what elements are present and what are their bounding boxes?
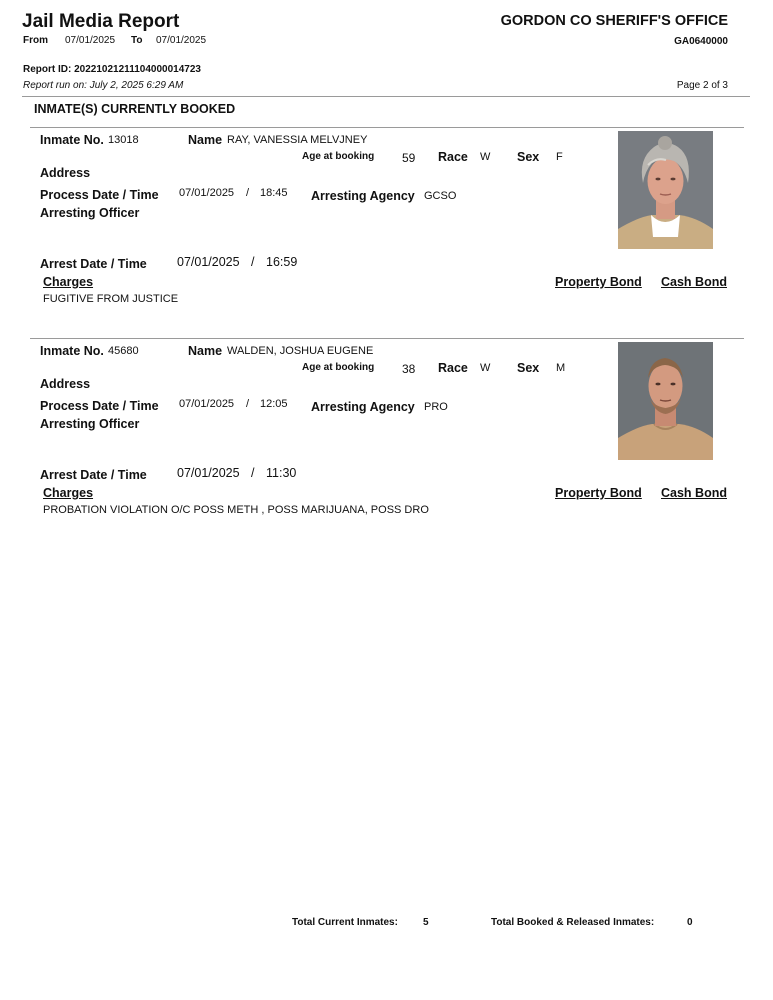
section-title: INMATE(S) CURRENTLY BOOKED [34, 102, 236, 116]
charges-label: Charges [43, 275, 94, 289]
address-label: Address [40, 377, 91, 391]
race-value: W [480, 362, 491, 374]
agency-name: GORDON CO SHERIFF'S OFFICE [500, 13, 728, 29]
address-label: Address [40, 166, 91, 180]
to-date: 07/01/2025 [156, 35, 207, 46]
header-divider [22, 96, 750, 97]
arrest-date-label: Arrest Date / Time [40, 257, 147, 271]
arresting-officer-label: Arresting Officer [40, 417, 140, 431]
report-run-on [23, 80, 183, 91]
name-label: Name [188, 344, 223, 358]
arrest-date-value: 07/01/2025 [177, 255, 240, 269]
cash-bond-label: Cash Bond [661, 486, 727, 500]
inmate-2-divider [30, 338, 744, 339]
inmate-no-label: Inmate No. [40, 133, 104, 147]
process-date-label: Process Date / Time [40, 188, 159, 202]
run-on-value: July 2, 2025 6:29 AM [89, 80, 184, 91]
race-value: W [480, 151, 491, 163]
from-date: 07/01/2025 [65, 35, 116, 46]
age-label: Age at booking [302, 151, 375, 162]
process-time-value: 12:05 [260, 398, 288, 410]
booking-photo [618, 131, 713, 249]
process-date-label: Process Date / Time [40, 399, 159, 413]
booking-photo-image [618, 131, 713, 249]
report-id-label: Report ID: [23, 64, 72, 75]
arresting-agency-label: Arresting Agency [311, 189, 415, 203]
sex-label: Sex [517, 361, 540, 375]
process-slash: / [246, 398, 250, 410]
report-id [23, 64, 201, 75]
arrest-time-value: 16:59 [266, 255, 298, 269]
report-id-value: 20221021211104000014723 [74, 64, 201, 75]
page-number: Page 2 of 3 [676, 80, 728, 91]
arrest-slash: / [251, 255, 255, 269]
inmate-1-divider [30, 127, 744, 128]
inmate-no-value: 45680 [108, 345, 139, 357]
process-date-value: 07/01/2025 [179, 398, 235, 410]
arresting-agency-label: Arresting Agency [311, 400, 415, 414]
charges-value: FUGITIVE FROM JUSTICE [43, 293, 179, 305]
booking-photo-image [618, 342, 713, 460]
charges-value: PROBATION VIOLATION O/C POSS METH , POSS MARIJUANA, POSS DRO [43, 504, 429, 516]
arrest-date-value: 07/01/2025 [177, 466, 240, 480]
name-label: Name [188, 133, 223, 147]
age-label: Age at booking [302, 362, 375, 373]
sex-value: F [556, 151, 563, 163]
inmate-no-label: Inmate No. [40, 344, 104, 358]
arrest-date-label: Arrest Date / Time [40, 468, 147, 482]
age-value: 59 [402, 151, 416, 165]
arrest-time-value: 11:30 [266, 466, 297, 480]
from-label: From [23, 35, 48, 46]
age-value: 38 [402, 362, 416, 376]
process-date-value: 07/01/2025 [179, 187, 235, 199]
total-booked-released-value: 0 [687, 917, 693, 928]
process-slash: / [246, 187, 250, 199]
arresting-agency-value: GCSO [424, 190, 457, 202]
process-time-value: 18:45 [260, 187, 288, 199]
run-on-label: Report run on: [23, 80, 87, 91]
total-current-value: 5 [423, 917, 429, 928]
total-booked-released-label: Total Booked & Released Inmates: [491, 917, 655, 928]
property-bond-label: Property Bond [555, 275, 642, 289]
booking-photo [618, 342, 713, 460]
agency-ori: GA0640000 [674, 36, 728, 47]
property-bond-label: Property Bond [555, 486, 642, 500]
total-current-label: Total Current Inmates: [292, 917, 398, 928]
name-value: WALDEN, JOSHUA EUGENE [227, 345, 374, 357]
sex-value: M [556, 362, 566, 374]
race-label: Race [438, 150, 468, 164]
name-value: RAY, VANESSIA MELVJNEY [227, 134, 368, 146]
race-label: Race [438, 361, 468, 375]
arresting-agency-value: PRO [424, 401, 448, 413]
cash-bond-label: Cash Bond [661, 275, 727, 289]
arrest-slash: / [251, 466, 255, 480]
charges-label: Charges [43, 486, 94, 500]
sex-label: Sex [517, 150, 540, 164]
to-label: To [131, 35, 143, 46]
inmate-no-value: 13018 [108, 134, 139, 146]
report-title: Jail Media Report [22, 11, 180, 32]
arresting-officer-label: Arresting Officer [40, 206, 140, 220]
